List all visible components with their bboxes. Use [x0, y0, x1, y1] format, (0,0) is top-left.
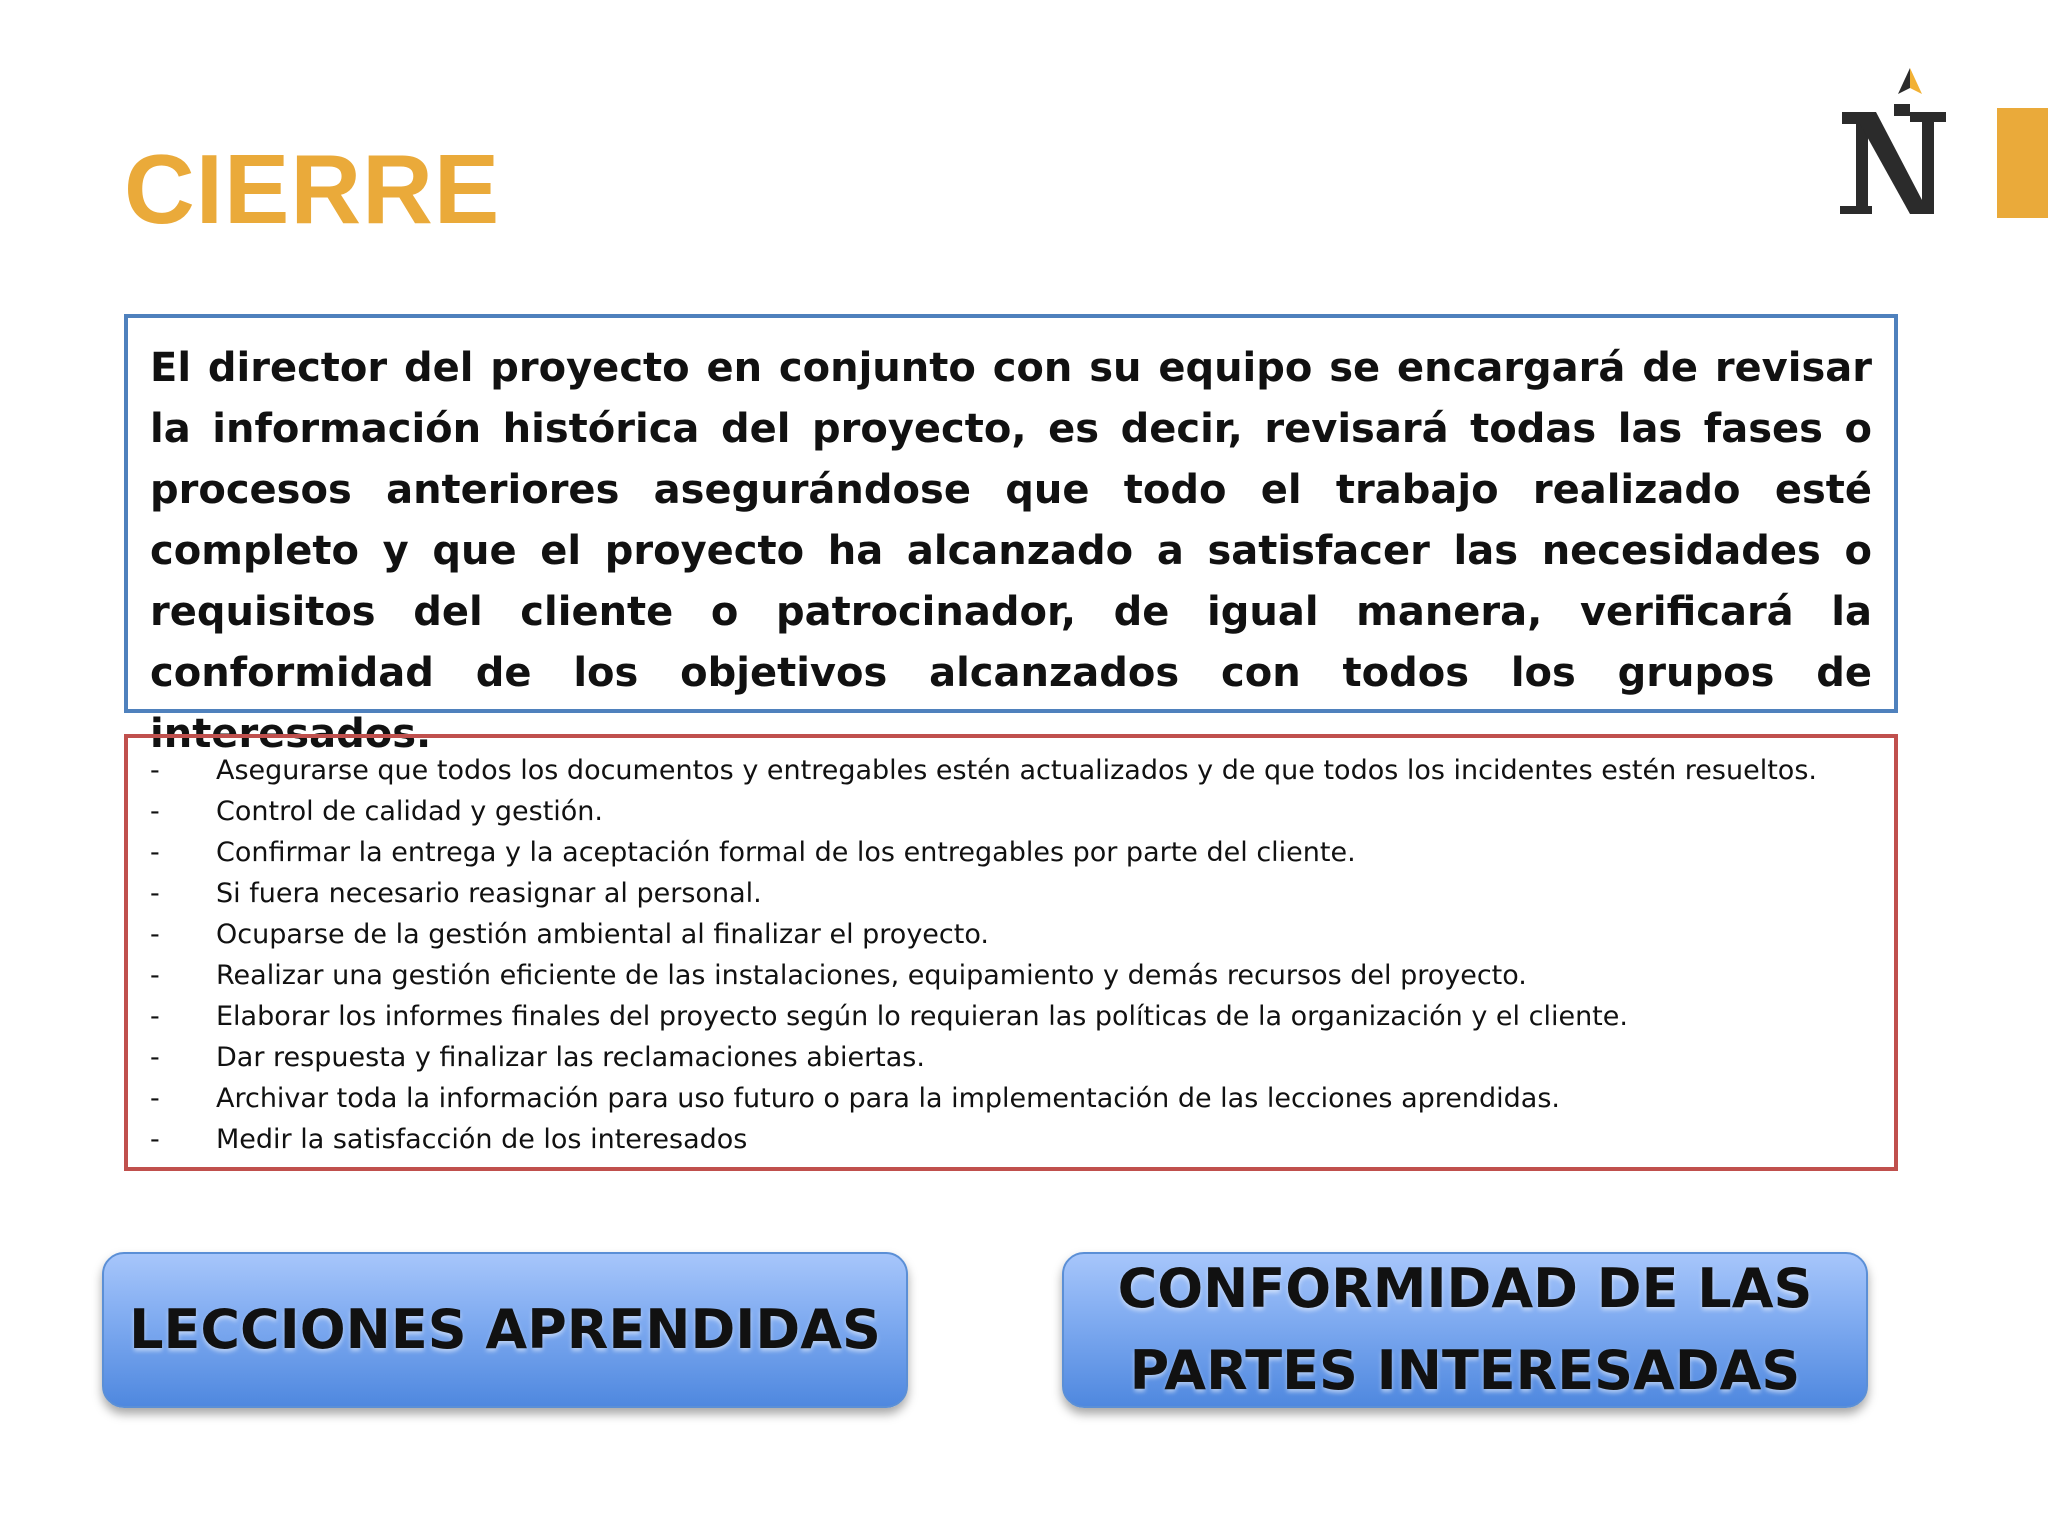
- list-bullet: -: [150, 755, 160, 786]
- task-list: [150, 750, 1894, 1160]
- list-bullet: -: [150, 878, 160, 909]
- tasks-box: [124, 734, 1898, 1171]
- list-item-text: Realizar una gestión eficiente de las instalaciones, equipamiento y demás recursos del proyecto.: [216, 960, 1527, 991]
- list-bullet: -: [150, 1083, 160, 1114]
- intro-paragraph: El director del proyecto en conjunto con su equipo se encargará de revisar la información histórica del proyecto, es decir, revisará todas las fases o procesos anteriores asegurándose que todo el trabajo realizado esté completo y que el proyecto ha alcanzado a satisfacer las necesidades o requisitos del cliente o patrocinador, de igual manera, verificará la conformidad de los objetivos alcanzados con todos los grupos de interesados.: [150, 345, 1872, 757]
- list-item: [150, 914, 1894, 955]
- list-item-text: Elaborar los informes finales del proyecto según lo requieran las políticas de la organización y el cliente.: [216, 1001, 1628, 1032]
- list-item: [150, 996, 1894, 1037]
- list-item: [150, 832, 1894, 873]
- lessons-learned-button[interactable]: [102, 1252, 908, 1408]
- list-item-text: Medir la satisfacción de los interesados: [216, 1124, 748, 1155]
- list-item: [150, 873, 1894, 914]
- list-item: [150, 1119, 1894, 1160]
- intro-box: [124, 314, 1898, 757]
- list-item: [150, 750, 1894, 791]
- list-item-text: Control de calidad y gestión.: [216, 796, 603, 827]
- list-bullet: -: [150, 1124, 160, 1155]
- list-item-text: Dar respuesta y finalizar las reclamaciones abiertas.: [216, 1042, 925, 1073]
- list-bullet: -: [150, 796, 160, 827]
- list-item-text: Ocuparse de la gestión ambiental al finalizar el proyecto.: [216, 919, 989, 950]
- stakeholder-conformity-button-label: CONFORMIDAD DE LAS PARTES INTERESADAS: [1117, 1257, 1813, 1402]
- lessons-learned-button-label: LECCIONES APRENDIDAS: [129, 1298, 881, 1361]
- stakeholder-conformity-button[interactable]: [1062, 1252, 1868, 1408]
- list-bullet: -: [150, 1042, 160, 1073]
- list-bullet: -: [150, 837, 160, 868]
- n-north-arrow-logo-icon: [1838, 64, 1950, 224]
- accent-bar: [1997, 108, 2048, 218]
- list-item: [150, 1037, 1894, 1078]
- list-item-text: Confirmar la entrega y la aceptación formal de los entregables por parte del cliente.: [216, 837, 1356, 868]
- list-bullet: -: [150, 919, 160, 950]
- list-bullet: -: [150, 960, 160, 991]
- page-title: CIERRE: [124, 134, 501, 244]
- list-item: [150, 955, 1894, 996]
- list-bullet: -: [150, 1001, 160, 1032]
- list-item-text: Archivar toda la información para uso futuro o para la implementación de las lecciones aprendidas.: [216, 1083, 1560, 1114]
- list-item-text: Asegurarse que todos los documentos y entregables estén actualizados y de que todos los incidentes estén resueltos.: [216, 755, 1817, 786]
- list-item-text: Si fuera necesario reasignar al personal.: [216, 878, 762, 909]
- list-item: [150, 1078, 1894, 1119]
- list-item: [150, 791, 1894, 832]
